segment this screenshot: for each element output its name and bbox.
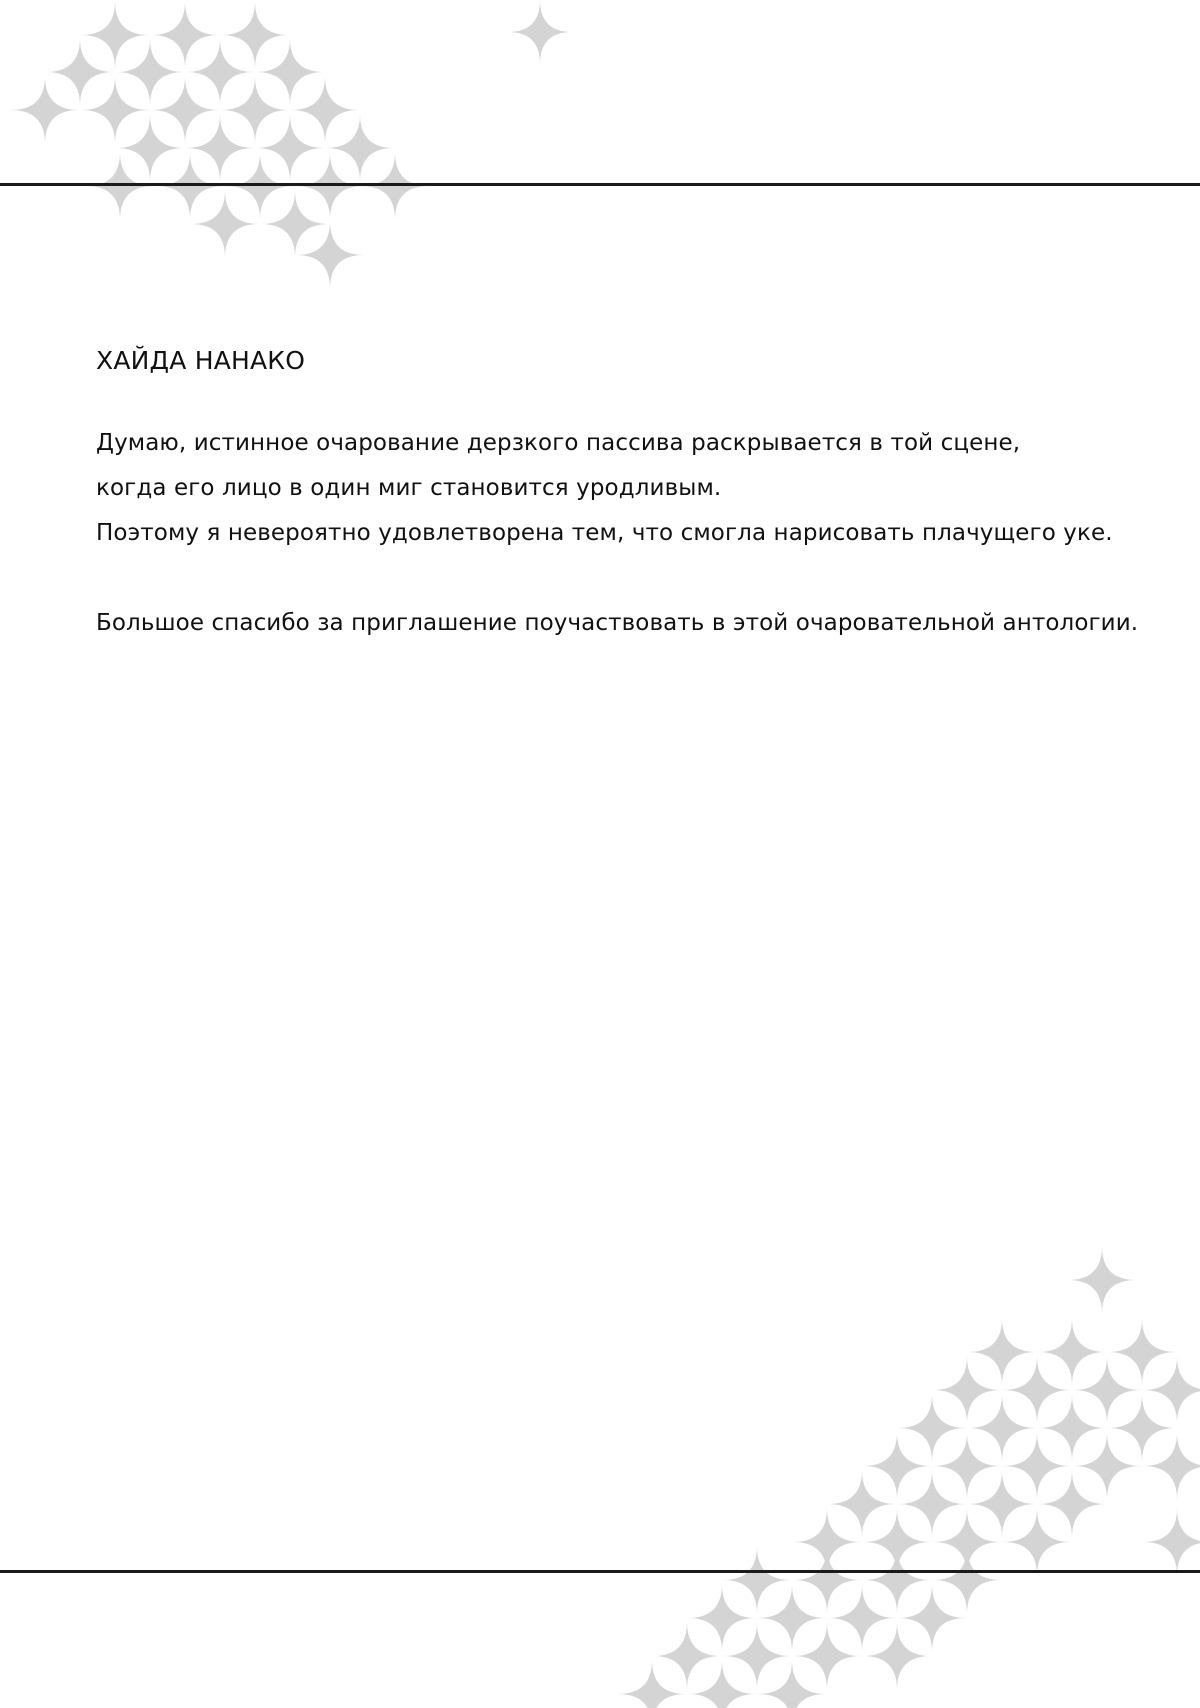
sparkle-shape bbox=[1003, 1356, 1071, 1424]
sparkle-shape bbox=[151, 76, 219, 144]
sparkle-shape bbox=[361, 152, 429, 220]
sparkle-shape bbox=[828, 1584, 896, 1652]
sparkle-shape bbox=[1073, 1356, 1141, 1424]
sparkle-shape bbox=[933, 1546, 1001, 1614]
sparkle-shape bbox=[933, 1356, 1001, 1424]
paragraph-line: Поэтому я невероятно удовлетворена тем, что смогла нарисовать плачущего уке. bbox=[96, 520, 1113, 546]
sparkle-shape bbox=[156, 152, 224, 220]
sparkle-shape bbox=[256, 38, 324, 106]
sparkle-shape bbox=[116, 38, 184, 106]
sparkle-shape bbox=[688, 1584, 756, 1652]
sparkle-shape bbox=[186, 114, 254, 182]
sparkle-shape bbox=[291, 76, 359, 144]
paragraph-line: Думаю, истинное очарование дерзкого пассива раскрывается в той сцене, bbox=[96, 430, 1021, 456]
sparkle-shape bbox=[508, 0, 573, 64]
sparkle-shape bbox=[1003, 1432, 1071, 1500]
sparkle-shape bbox=[863, 1432, 931, 1500]
sparkle-shape bbox=[933, 1432, 1001, 1500]
sparkle-shape bbox=[226, 152, 294, 220]
sparkle-shape bbox=[758, 1584, 826, 1652]
sparkle-shape bbox=[256, 114, 324, 182]
sparkle-shape bbox=[1143, 1508, 1200, 1576]
sparkle-shape bbox=[46, 38, 114, 106]
bottom-divider bbox=[0, 1570, 1200, 1573]
author-name: ХАЙДА НАНАКО bbox=[96, 346, 306, 375]
sparkle-cluster-bottom bbox=[618, 1246, 1200, 1708]
sparkle-shape bbox=[221, 1, 289, 69]
afterword-content bbox=[96, 343, 1139, 691]
sparkle-cluster-top bbox=[11, 0, 572, 289]
sparkle-shape bbox=[1073, 1432, 1141, 1500]
sparkle-shape bbox=[116, 114, 184, 182]
sparkle-shape bbox=[793, 1622, 861, 1690]
sparkle-shape bbox=[793, 1546, 861, 1614]
paragraph-main bbox=[96, 421, 1116, 556]
sparkle-shape bbox=[1143, 1356, 1200, 1424]
sparkle-shape bbox=[1108, 1318, 1176, 1386]
sparkle-shape bbox=[1038, 1470, 1106, 1538]
sparkle-shape bbox=[828, 1470, 896, 1538]
paragraph-thanks bbox=[96, 601, 1139, 646]
sparkle-shape bbox=[653, 1622, 721, 1690]
sparkle-shape bbox=[1143, 1432, 1200, 1500]
sparkle-shape bbox=[151, 1, 219, 69]
sparkle-shape bbox=[81, 1, 149, 69]
sparkle-shape bbox=[1108, 1394, 1176, 1462]
sparkle-shape bbox=[1038, 1394, 1106, 1462]
sparkle-shape bbox=[758, 1660, 826, 1708]
paragraph-line: когда его лицо в один миг становится уродливым. bbox=[96, 475, 722, 501]
sparkle-shape bbox=[326, 114, 394, 182]
sparkle-shape bbox=[81, 76, 149, 144]
sparkle-shape bbox=[898, 1584, 966, 1652]
sparkle-shape bbox=[863, 1622, 931, 1690]
sparkle-shape bbox=[723, 1622, 791, 1690]
sparkle-shape bbox=[968, 1394, 1036, 1462]
sparkle-shape bbox=[296, 152, 364, 220]
sparkle-shape bbox=[968, 1318, 1036, 1386]
sparkle-shape bbox=[86, 152, 154, 220]
sparkle-shape bbox=[898, 1470, 966, 1538]
top-divider bbox=[0, 183, 1200, 186]
sparkle-shape bbox=[221, 76, 289, 144]
sparkle-shape bbox=[261, 190, 329, 258]
sparkle-shape bbox=[898, 1394, 966, 1462]
paragraph-line: Большое спасибо за приглашение поучаствовать в этой очаровательной антологии. bbox=[96, 610, 1139, 636]
sparkle-shape bbox=[618, 1660, 686, 1708]
sparkle-shape bbox=[296, 221, 364, 289]
sparkle-shape bbox=[688, 1660, 756, 1708]
sparkle-shape bbox=[968, 1470, 1036, 1538]
sparkle-shape bbox=[191, 190, 259, 258]
sparkle-shape bbox=[723, 1546, 791, 1614]
sparkle-shape bbox=[863, 1546, 931, 1614]
sparkle-shape bbox=[11, 76, 79, 144]
sparkle-shape bbox=[1003, 1508, 1071, 1576]
sparkle-shape bbox=[1068, 1246, 1136, 1314]
sparkle-shape bbox=[186, 38, 254, 106]
sparkle-shape bbox=[1038, 1318, 1106, 1386]
